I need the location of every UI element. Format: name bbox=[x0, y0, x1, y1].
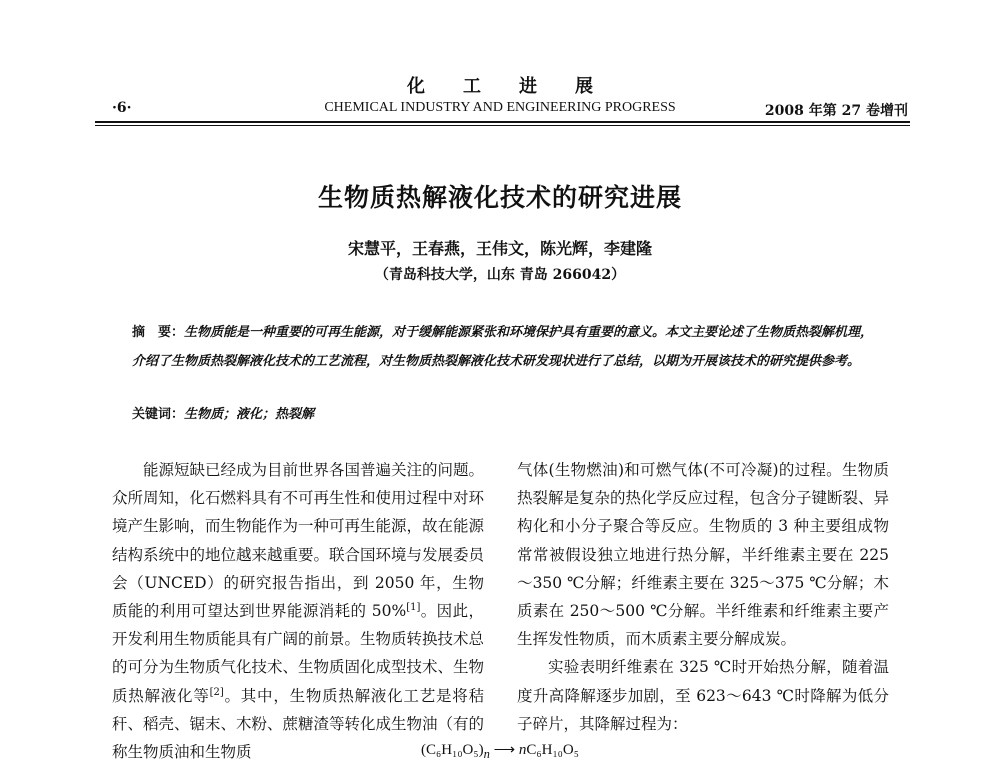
text-run: 能源短缺已经成为目前世界各国普遍关注的问题。众所周知，化石燃料具有不可再生性和使用过程中对环境产生影响，而生物能作为一种可再生能源，故在能源结构系统中的地位越来越重要。联合国环境与发展委员会（UNCED）的研究报告指出，到 2050 年，生物质能的利用可望达到世界能源消耗的 50% bbox=[112, 461, 485, 621]
issue-info: 2008 年第 27 卷增刊 bbox=[764, 103, 908, 119]
formula-term: (C₆H₁₀O₅) bbox=[421, 742, 484, 758]
formula-arrow: ⟶ bbox=[489, 742, 519, 758]
journal-title-en: CHEMICAL INDUSTRY AND ENGINEERING PROGRESS bbox=[324, 100, 676, 115]
paragraph: 实验表明纤维素在 325 ℃时开始热分解，随着温度升高降解逐步加剧，至 623～643 ℃时降解为低分子碎片，其降解过程为： bbox=[517, 658, 889, 733]
keywords-text: 生物质；液化；热裂解 bbox=[184, 407, 315, 422]
text-run: 。因此，开发利用生物质能具有广阔的前景。生物质转换技术总的可分为生物质气化技术、生物质固化成型技术、生物质热解液化等 bbox=[112, 602, 485, 705]
citation[interactable]: [1] bbox=[406, 601, 421, 613]
equation bbox=[0, 740, 1000, 762]
authors: 宋慧平，王春燕，王伟文，陈光辉，李建隆 bbox=[347, 239, 652, 258]
formula-term: C₆H₁₀O₅ bbox=[526, 742, 579, 758]
paragraph bbox=[112, 456, 484, 766]
formula-coeff: n bbox=[518, 742, 527, 758]
keywords bbox=[132, 403, 884, 422]
abstract bbox=[132, 318, 884, 376]
affiliation: （青岛科技大学，山东 青岛 266042） bbox=[374, 267, 626, 283]
body-column-right bbox=[517, 456, 889, 738]
header-rule-thin bbox=[95, 125, 910, 126]
text-run: 。其中，生物质热解液化工艺是将秸秆、稻壳、锯末、木粉、蔗糖渣等转化成生物油（有的称生物质油和生物质 bbox=[112, 686, 485, 762]
keywords-label: 关键词： bbox=[132, 407, 185, 422]
abstract-label: 摘 要： bbox=[132, 325, 185, 340]
citation[interactable]: [2] bbox=[209, 686, 224, 698]
paragraph: 气体(生物燃油)和可燃气体(不可冷凝)的过程。生物质热裂解是复杂的热化学反应过程，包含分子键断裂、异构化和小分子聚合等反应。生物质的 3 种主要组成物常常被假设独立地进行热分解，半纤维素主要在 225～350 ℃分解；纤维素主要在 325～375 ℃分解；木质素在 250～500 ℃分解。半纤维素和纤维素主要产生挥发性物质，而木质素主要分解成炭。 bbox=[517, 461, 890, 649]
abstract-text: 生物质能是一种重要的可再生能源，对于缓解能源紧张和环境保护具有重要的意义。本文主要论述了生物质热裂解机理，介绍了生物质热裂解液化技术的工艺流程，对生物质热裂解液化技术研发现状进行了总结，以期为开展该技术的研究提供参考。 bbox=[132, 325, 874, 369]
formula-subscript: n bbox=[483, 747, 490, 761]
header-rule bbox=[95, 121, 910, 123]
body-column-left bbox=[112, 456, 484, 766]
article-title: 生物质热解液化技术的研究进展 bbox=[317, 183, 682, 212]
page-number: ·6· bbox=[112, 100, 132, 116]
journal-title-cn: 化工进展 bbox=[407, 76, 631, 97]
